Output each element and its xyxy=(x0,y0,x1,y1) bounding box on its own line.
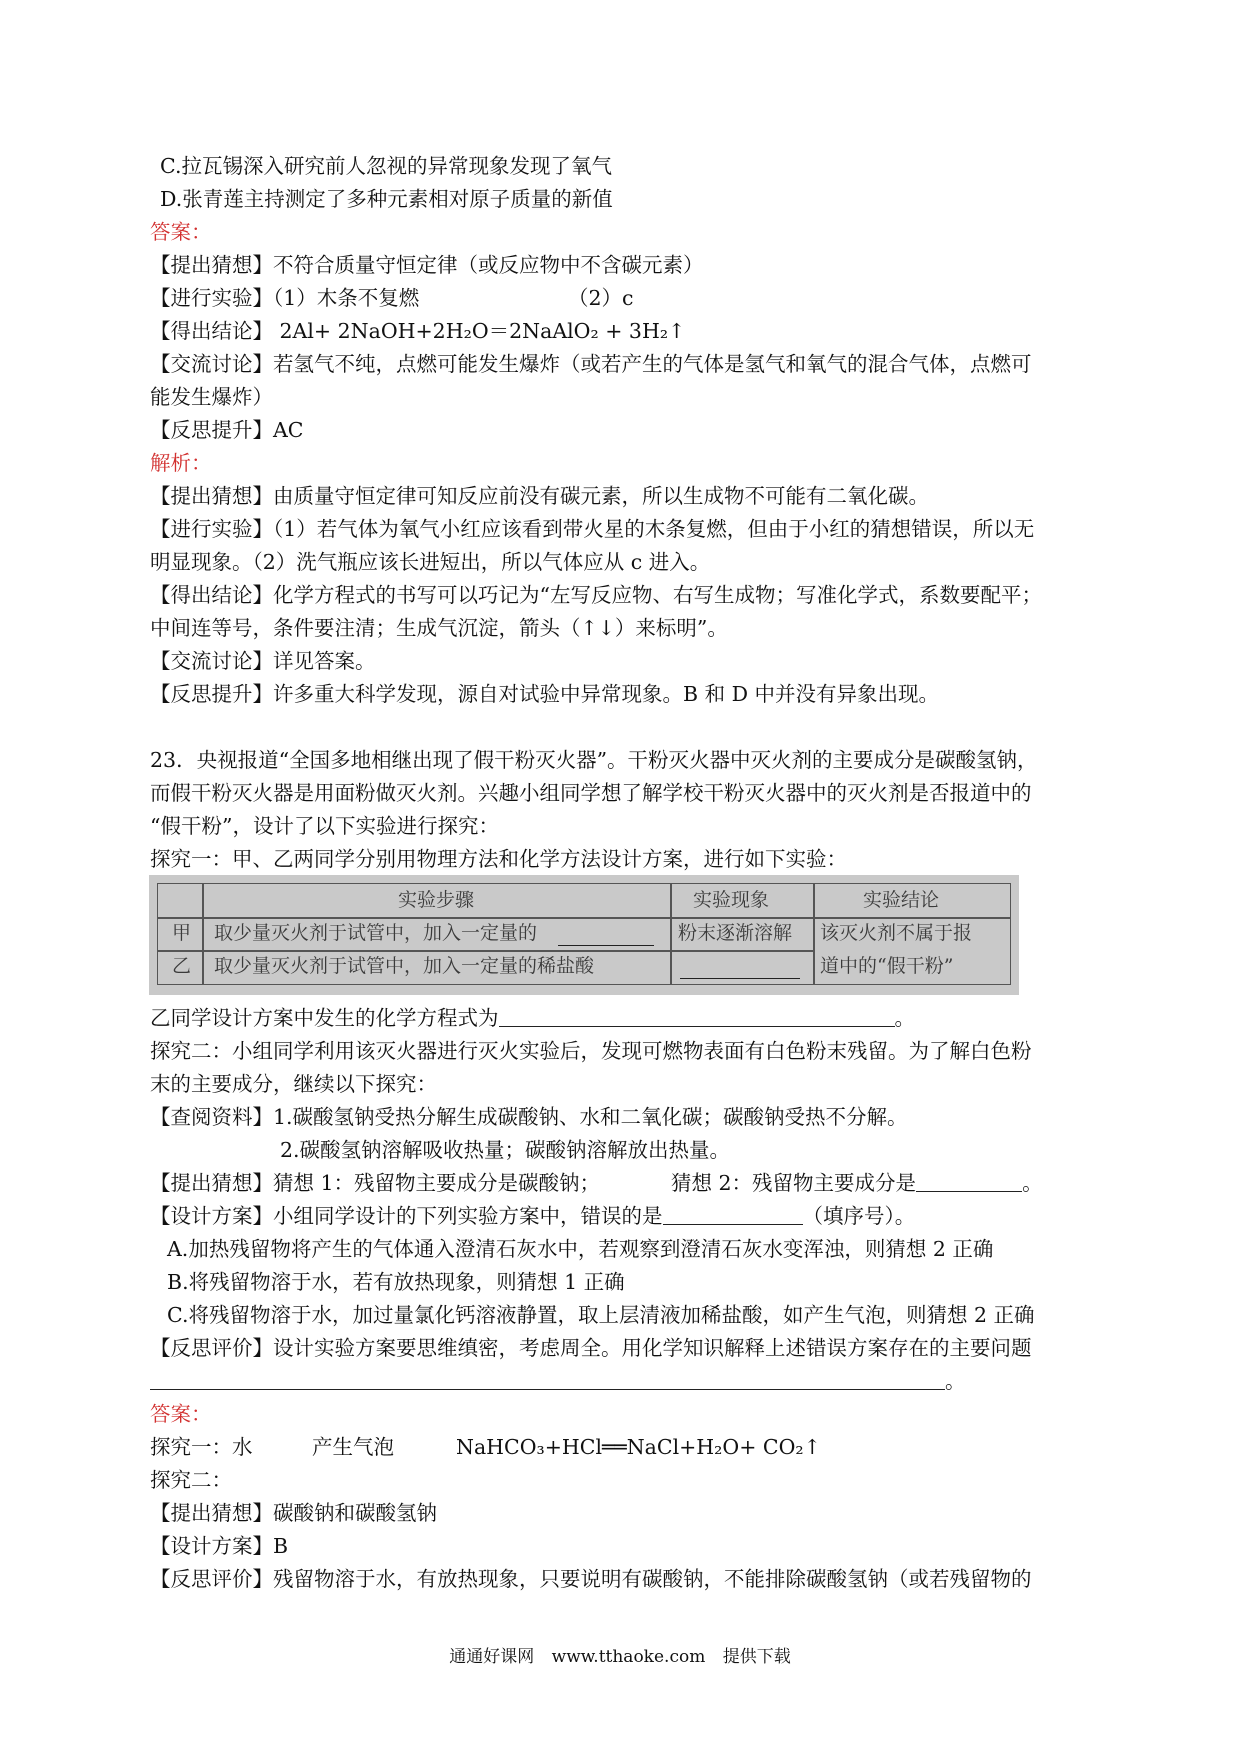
experiment-table-image xyxy=(149,875,1019,995)
answer-discussion-line1: 【交流讨论】若氢气不纯，点燃可能发生爆炸（或若产生的气体是氢气和氧气的混合气体，点燃可 xyxy=(150,352,1032,376)
answer-discussion-line2: 能发生爆炸） xyxy=(150,385,273,409)
reference-2: 2.碳酸氢钠溶解吸收热量；碳酸钠溶解放出热量。 xyxy=(280,1138,731,1162)
conclusion-line2: 道中的“假干粉” xyxy=(820,955,954,977)
answer-evaluation: 【反思评价】残留物溶于水，有放热现象，只要说明有碳酸钠，不能排除碳酸氢钠（或若残留物的 xyxy=(150,1567,1032,1591)
design-option-a: A.加热残留物将产生的气体通入澄清石灰水中，若观察到澄清石灰水变浑浊，则猜想 2 正确 xyxy=(167,1237,994,1261)
analysis-experiment-line1: 【进行实验】（1）若气体为氧气小红应该看到带火星的木条复燃，但由于小红的猜想错误，所以无 xyxy=(150,517,1035,541)
design-prompt xyxy=(150,1200,1095,1233)
q23-line1: 23．央视报道“全国多地相继出现了假干粉灭火器”。干粉灭火器中灭火剂的主要成分是碳酸氢钠， xyxy=(150,748,1038,772)
header-phenomenon: 实验现象 xyxy=(693,889,770,911)
hypothesis-2-text: 猜想 2：残留物主要成分是 xyxy=(671,1171,917,1195)
answer-blank xyxy=(916,1169,1022,1192)
experiment-table xyxy=(157,883,1011,985)
equation-prompt xyxy=(150,1002,1095,1035)
analysis-heading: 解析： xyxy=(150,451,212,475)
design-option-b: B.将残留物溶于水，若有放热现象，则猜想 1 正确 xyxy=(167,1270,625,1294)
analysis-reflection: 【反思提升】许多重大科学发现，源自对试验中异常现象。B 和 D 中并没有异象出现。 xyxy=(150,682,940,706)
design-option-c: C.将残留物溶于水，加过量氯化钙溶液静置，取上层清液加稀盐酸，如产生气泡，则猜想 2 正确 xyxy=(167,1303,1035,1327)
sentence-end: 。 xyxy=(1022,1171,1043,1195)
header-step: 实验步骤 xyxy=(398,889,475,911)
option-d: D.张青莲主持测定了多种元素相对原子质量的新值 xyxy=(160,187,613,211)
sentence-end: 。 xyxy=(894,1006,915,1030)
answer-explore-one-water: 探究一：水 xyxy=(150,1435,253,1459)
sentence-end: 。 xyxy=(945,1369,966,1393)
evaluation-prompt: 【反思评价】设计实验方案要思维缜密，考虑周全。用化学知识解释上述错误方案存在的主要问题 xyxy=(150,1336,1032,1360)
analysis-discussion: 【交流讨论】详见答案。 xyxy=(150,649,376,673)
q23-line3: “假干粉”，设计了以下实验进行探究： xyxy=(150,814,499,838)
hypothesis-1: 【提出猜想】猜想 1：残留物主要成分是碳酸钠； xyxy=(150,1171,601,1195)
footer-url[interactable]: www.tthaoke.com xyxy=(551,1647,706,1667)
answer-heading-1: 答案： xyxy=(150,220,212,244)
explore-one-intro: 探究一：甲、乙两同学分别用物理方法和化学方法设计方案，进行如下实验： xyxy=(150,847,847,871)
answer-reflection: 【反思提升】AC xyxy=(150,418,304,442)
answer-hypothesis-2: 【提出猜想】碳酸钠和碳酸氢钠 xyxy=(150,1501,437,1525)
answer-explore-one-equation: NaHCO₃+HCl══NaCl+H₂O+ CO₂↑ xyxy=(456,1435,821,1459)
row-step: 取少量灭火剂于试管中，加入一定量的稀盐酸 xyxy=(214,955,595,977)
page-footer xyxy=(0,1645,1240,1669)
table-row xyxy=(158,917,1010,950)
footer-note: 提供下载 xyxy=(722,1647,791,1667)
answer-blank xyxy=(663,1202,803,1225)
answer-heading-2: 答案： xyxy=(150,1402,212,1426)
reference-1: 【查阅资料】1.碳酸氢钠受热分解生成碳酸钠、水和二氧化碳；碳酸钠受热不分解。 xyxy=(150,1105,908,1129)
q23-line2: 而假干粉灭火器是用面粉做灭火剂。兴趣小组同学想了解学校干粉灭火器中的灭火剂是否报道中的 xyxy=(150,781,1032,805)
row-phenomenon: 粉末逐渐溶解 xyxy=(678,922,793,944)
design-suffix: （填序号）。 xyxy=(802,1204,916,1228)
answer-hypothesis: 【提出猜想】不符合质量守恒定律（或反应物中不含碳元素） xyxy=(150,253,704,277)
option-c: C.拉瓦锡深入研究前人忽视的异常现象发现了氧气 xyxy=(160,154,612,178)
row-student: 乙 xyxy=(172,955,192,977)
conclusion-line1: 该灭火剂不属于报 xyxy=(820,922,973,944)
answer-experiment-1: 【进行实验】（1）木条不复燃 xyxy=(150,286,420,310)
evaluation-answer-line xyxy=(150,1365,1095,1398)
answer-blank xyxy=(558,923,654,946)
row-step: 取少量灭火剂于试管中，加入一定量的 xyxy=(214,922,538,944)
footer-site-name: 通通好课网 xyxy=(449,1647,535,1667)
analysis-conclusion-line2: 中间连等号，条件要注清；生成气沉淀，箭头（↑↓）来标明”。 xyxy=(150,616,728,640)
design-prompt-text: 【设计方案】小组同学设计的下列实验方案中，错误的是 xyxy=(150,1204,663,1228)
hypothesis-2 xyxy=(671,1167,1091,1200)
row-student: 甲 xyxy=(172,922,192,944)
answer-blank xyxy=(680,956,800,979)
explore-two-line1: 探究二：小组同学利用该灭火器进行灭火实验后，发现可燃物表面有白色粉末残留。为了解白色粉 xyxy=(150,1039,1032,1063)
answer-conclusion-equation: 【得出结论】 2Al+ 2NaOH+2H₂O＝2NaAlO₂ + 3H₂↑ xyxy=(150,319,686,343)
table-header-row xyxy=(158,884,1010,917)
analysis-experiment-line2: 明显现象。（2）洗气瓶应该长进短出，所以气体应从 c 进入。 xyxy=(150,550,711,574)
analysis-conclusion-line1: 【得出结论】化学方程式的书写可以巧记为“左写反应物、右写生成物；写准化学式，系数要配平； xyxy=(150,583,1042,607)
table-row xyxy=(158,950,1010,983)
answer-design: 【设计方案】B xyxy=(150,1534,289,1558)
equation-prompt-text: 乙同学设计方案中发生的化学方程式为 xyxy=(150,1006,499,1030)
analysis-hypothesis: 【提出猜想】由质量守恒定律可知反应前没有碳元素，所以生成物不可能有二氧化碳。 xyxy=(150,484,929,508)
explore-two-line2: 末的主要成分，继续以下探究： xyxy=(150,1072,437,1096)
answer-explore-one-bubbles: 产生气泡 xyxy=(312,1435,394,1459)
answer-blank xyxy=(499,1004,895,1027)
answer-explore-two: 探究二： xyxy=(150,1468,232,1492)
header-conclusion: 实验结论 xyxy=(863,889,940,911)
answer-experiment-2: （2）c xyxy=(568,286,634,310)
answer-blank xyxy=(150,1367,945,1390)
